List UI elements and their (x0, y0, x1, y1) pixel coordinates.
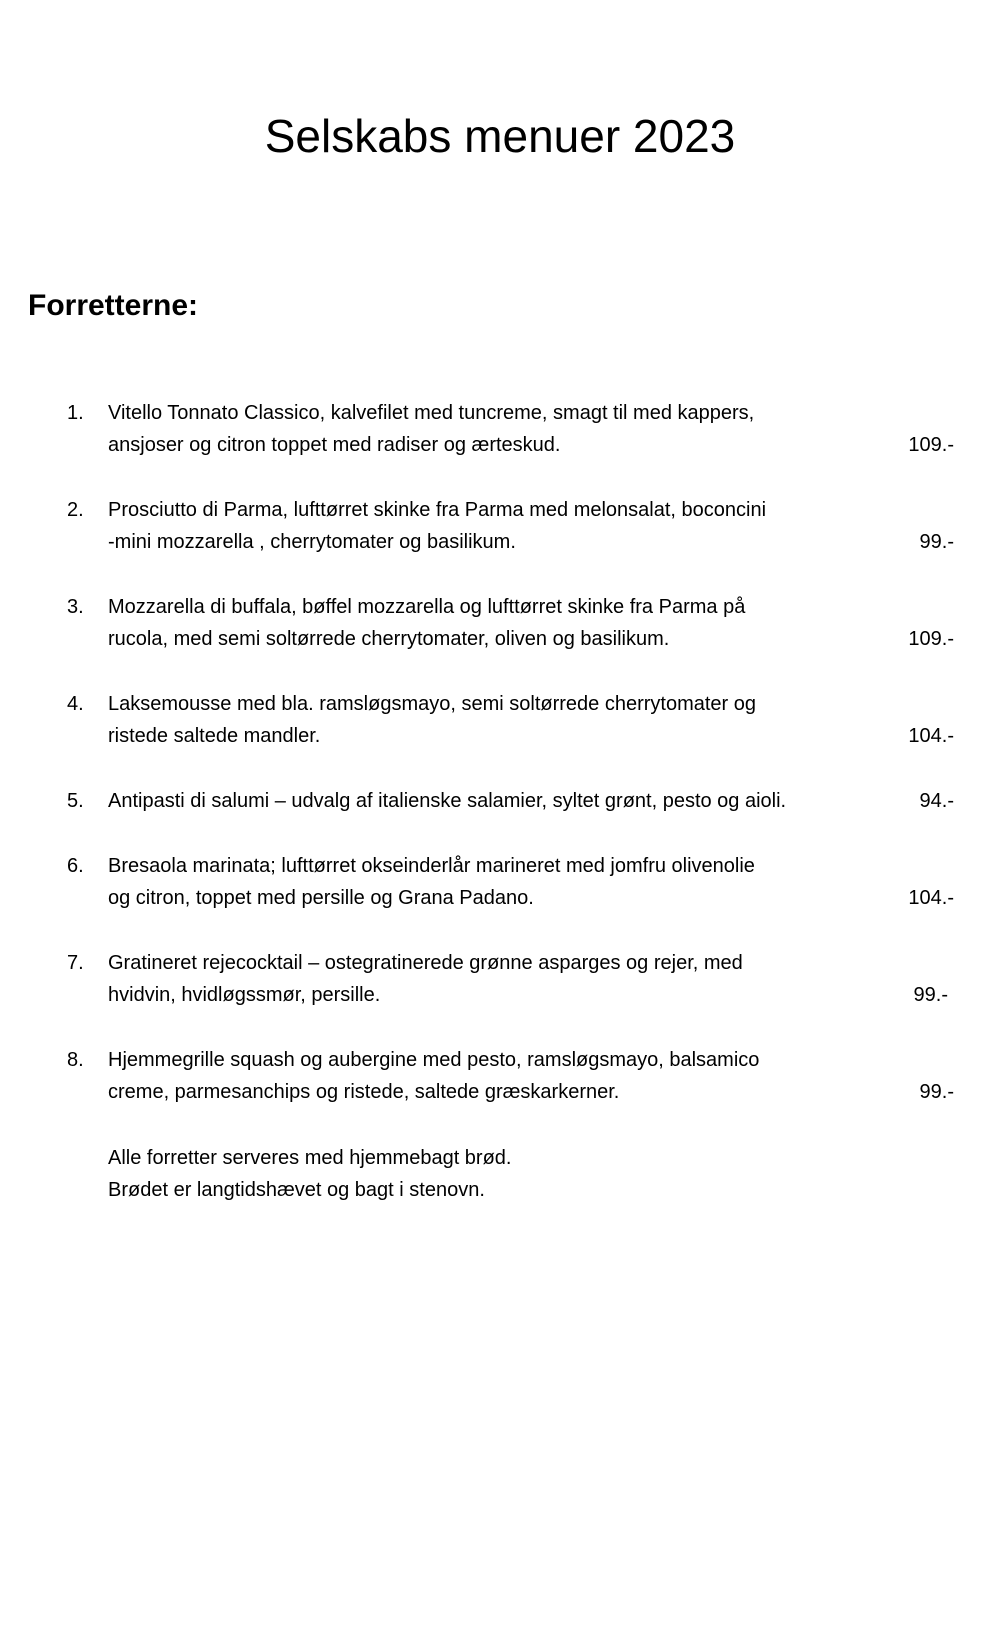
item-description (108, 785, 878, 817)
item-number: 5. (67, 790, 84, 812)
item-description-line: Laksemousse med bla. ramsløgsmayo, semi soltørrede cherrytomater og (108, 693, 757, 715)
page-title: Selskabs menuer 2023 (264, 110, 736, 162)
item-description (108, 688, 878, 752)
item-description (108, 591, 878, 655)
item-description (108, 494, 878, 558)
menu-list (0, 397, 1000, 1141)
item-price: 109.- (908, 434, 954, 456)
menu-item (0, 947, 1000, 1011)
menu-item (0, 494, 1000, 558)
item-description-line: -mini mozzarella , cherrytomater og basilikum. (108, 531, 516, 553)
menu-item (0, 1044, 1000, 1108)
menu-item (0, 591, 1000, 655)
item-price: 104.- (908, 887, 954, 909)
item-description-line: Bresaola marinata; lufttørret okseinderlår marineret med jomfru olivenolie (108, 855, 755, 877)
item-number: 2. (67, 499, 84, 521)
item-description-line: Gratineret rejecocktail – ostegratinerede grønne asparges og rejer, med (108, 952, 743, 974)
item-description (108, 397, 878, 461)
item-description-line: Prosciutto di Parma, lufttørret skinke fra Parma med melonsalat, boconcini (108, 499, 767, 521)
item-price: 104.- (908, 725, 954, 747)
item-price: 99.- (919, 531, 954, 553)
item-description-line: Antipasti di salumi – udvalg af italienske salamier, syltet grønt, pesto og aioli. (108, 790, 787, 812)
item-description-line: Vitello Tonnato Classico, kalvefilet med tuncreme, smagt til med kappers, (108, 402, 755, 424)
item-description-line: creme, parmesanchips og ristede, saltede græskarkerner. (108, 1081, 620, 1103)
item-number: 6. (67, 855, 84, 877)
item-number: 3. (67, 596, 84, 618)
item-description-line: Hjemmegrille squash og aubergine med pesto, ramsløgsmayo, balsamico (108, 1049, 760, 1071)
item-price: 99.- (913, 984, 948, 1006)
item-price: 109.- (908, 628, 954, 650)
item-description (108, 850, 878, 914)
item-number: 1. (67, 402, 84, 424)
item-price: 99.- (919, 1081, 954, 1103)
bread-note (108, 1142, 512, 1206)
item-price: 94.- (919, 790, 954, 812)
bread-note-line: Brødet er langtidshævet og bagt i stenovn. (108, 1179, 485, 1201)
item-number: 8. (67, 1049, 84, 1071)
menu-item (0, 688, 1000, 752)
item-description (108, 1044, 878, 1108)
menu-item (0, 397, 1000, 461)
item-description-line: og citron, toppet med persille og Grana Padano. (108, 887, 534, 909)
item-description-line: ansjoser og citron toppet med radiser og ærteskud. (108, 434, 561, 456)
menu-item (0, 785, 1000, 817)
item-description-line: hvidvin, hvidløgssmør, persille. (108, 984, 381, 1006)
item-description-line: rucola, med semi soltørrede cherrytomater, oliven og basilikum. (108, 628, 670, 650)
item-description (108, 947, 878, 1011)
menu-item (0, 850, 1000, 914)
item-description-line: Mozzarella di buffala, bøffel mozzarella og lufttørret skinke fra Parma på (108, 596, 746, 618)
item-number: 7. (67, 952, 84, 974)
item-number: 4. (67, 693, 84, 715)
item-description-line: ristede saltede mandler. (108, 725, 321, 747)
bread-note-line: Alle forretter serveres med hjemmebagt brød. (108, 1147, 512, 1169)
section-heading-starters: Forretterne: (28, 289, 199, 322)
